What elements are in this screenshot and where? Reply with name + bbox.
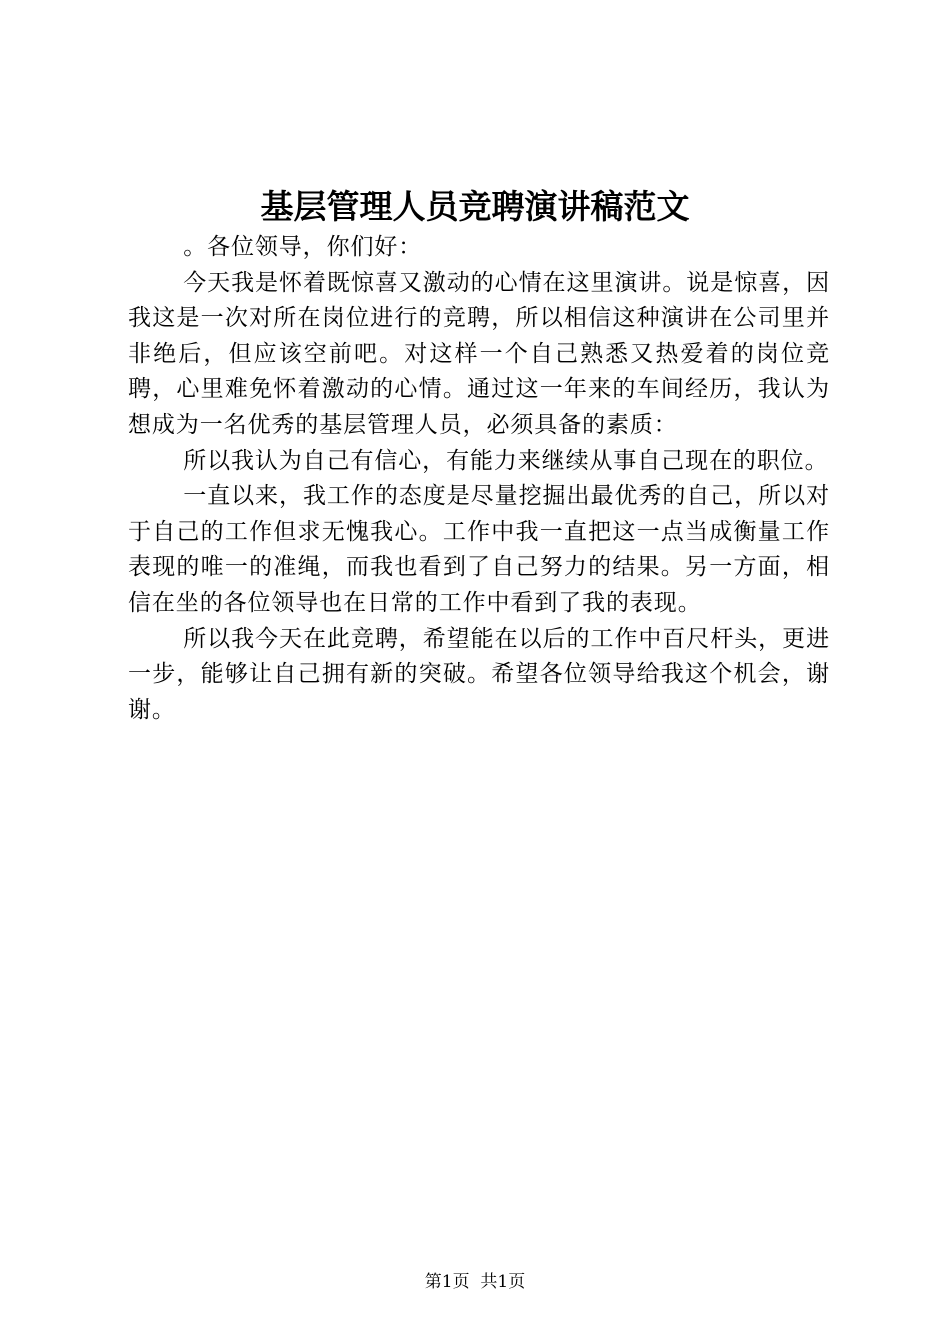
page-total: 共1页	[480, 1272, 526, 1292]
page-footer	[0, 1270, 950, 1294]
document-body	[128, 230, 830, 728]
paragraph-opening: 今天我是怀着既惊喜又激动的心情在这里演讲。说是惊喜，因我这是一次对所在岗位进行的竞聘，所以相信这种演讲在公司里并非绝后，但应该空前吧。对这样一个自己熟悉又热爱着的岗位竞聘，心里难免怀着激动的心情。通过这一年来的车间经历，我认为想成为一名优秀的基层管理人员，必须具备的素质：	[128, 269, 830, 438]
paragraph-confidence: 所以我认为自己有信心，有能力来继续从事自己现在的职位。	[183, 447, 829, 474]
paragraph-closing: 所以我今天在此竞聘，希望能在以后的工作中百尺杆头，更进一步，能够让自己拥有新的突破。希望各位领导给我这个机会，谢谢。	[128, 625, 830, 723]
document-title: 基层管理人员竞聘演讲稿范文	[260, 187, 690, 226]
paragraph-work-attitude: 一直以来，我工作的态度是尽量挖掘出最优秀的自己，所以对于自己的工作但求无愧我心。工作中我一直把这一点当成衡量工作表现的唯一的准绳，而我也看到了自己努力的结果。另一方面，相信在坐的各位领导也在日常的工作中看到了我的表现。	[128, 483, 830, 616]
paragraph-greeting: 。各位领导，你们好：	[183, 234, 423, 260]
footer-separator	[470, 1272, 481, 1292]
page-number: 第1页	[424, 1272, 470, 1292]
